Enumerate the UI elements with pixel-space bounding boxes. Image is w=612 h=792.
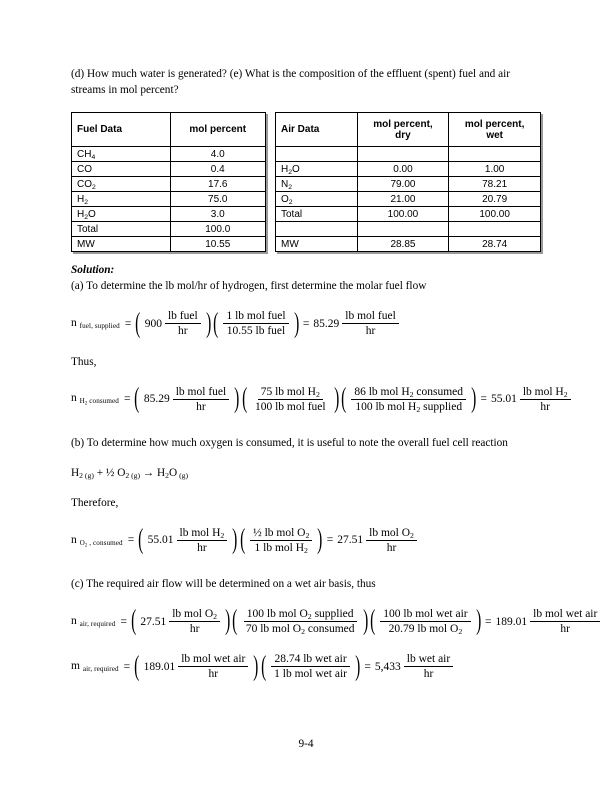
term-body <box>248 386 333 413</box>
equation-air-required <box>71 605 598 637</box>
solution-heading: Solution: <box>71 264 115 277</box>
fraction-denominator: hr <box>178 325 188 338</box>
air-row-dry: 21.00 <box>357 192 449 207</box>
air-row-dry <box>357 222 449 237</box>
fraction-denominator: hr <box>423 668 434 681</box>
thus-label: Thus, <box>71 355 97 368</box>
fuel-row-value: 0.4 <box>170 162 266 177</box>
fuel-table-body <box>72 147 266 252</box>
term-body <box>142 310 205 337</box>
term-body <box>267 653 354 680</box>
fraction-numerator: lb wet air <box>404 653 453 667</box>
term-body <box>347 386 470 413</box>
fraction <box>252 386 329 413</box>
air-row-wet: 100.00 <box>449 207 541 222</box>
fuel-row-value: 100.0 <box>170 222 266 237</box>
paren-right: ) <box>355 650 361 682</box>
table-row <box>72 237 266 252</box>
term-body <box>145 527 232 554</box>
fraction-denominator: 1 lb mol $H_2$ <box>254 541 308 556</box>
fuel-row-label: MW <box>72 237 171 252</box>
fraction-numerator: 100 lb mol wet air <box>380 608 470 622</box>
fuel-row-label: $H_2$ <box>72 192 171 207</box>
fraction <box>177 527 228 554</box>
table-row <box>276 162 541 177</box>
fraction <box>173 386 229 413</box>
fraction-numerator: 100 lb mol $O_2$ supplied <box>244 608 357 622</box>
paren-left: ( <box>260 650 267 682</box>
table-row <box>72 222 266 237</box>
fraction <box>271 653 350 680</box>
fuel-row-label: $CO_2$ <box>72 177 171 192</box>
result-units-fraction <box>342 310 398 337</box>
equation-symbol: n fuel, supplied <box>71 317 120 331</box>
table-row <box>72 207 266 222</box>
fraction <box>169 608 220 635</box>
result-scalar: 27.51 <box>337 534 364 547</box>
fraction-numerator: lb mol fuel <box>173 386 229 400</box>
fuel-row-label: $H_2O$ <box>72 207 171 222</box>
equals-sign: = <box>326 534 334 547</box>
fraction-denominator: hr <box>208 668 219 681</box>
page-number: 9-4 <box>298 738 314 750</box>
fraction-numerator: lb mol fuel <box>342 310 398 324</box>
fraction <box>165 310 201 337</box>
parenthesized-term <box>231 605 368 637</box>
air-header-dry-line1: mol percent, <box>373 118 433 130</box>
air-row-label <box>276 147 358 162</box>
fuel-row-label: Total <box>72 222 171 237</box>
paren-right: ) <box>333 382 339 414</box>
fuel-row-label: CO <box>72 162 171 177</box>
equals-sign: = <box>127 534 135 547</box>
table-row <box>72 192 266 207</box>
fraction-denominator: hr <box>540 400 550 413</box>
equals-sign: = <box>480 393 487 406</box>
term-body <box>376 608 474 635</box>
equation-h2-consumed <box>71 382 568 414</box>
question-intro: (d) How much water is generated? (e) What is the composition of the effluent (spent) fuel and air streams in mol percent? <box>71 68 511 97</box>
equals-sign: = <box>123 393 131 406</box>
air-data-table <box>275 112 541 252</box>
table-row <box>276 177 541 192</box>
table-row <box>72 162 266 177</box>
result-scalar: 85.29 <box>313 317 340 330</box>
fraction-numerator: lb mol wet air <box>530 608 600 622</box>
fraction <box>351 386 466 413</box>
term-body <box>239 608 362 635</box>
term-scalar: 189.01 <box>143 660 176 673</box>
fuel-cell-reaction: $H_{2 (g)}$ + ½ $O_{2 (g)} \to H_2O$ $_{(g)}$ <box>71 466 189 480</box>
parenthesized-term <box>137 524 238 556</box>
equation-o2-consumed <box>71 524 541 556</box>
air-row-wet <box>449 222 541 237</box>
air-table-body <box>276 147 541 252</box>
fraction-denominator: 70 lb mol $O_2$ consumed <box>245 623 355 637</box>
table-row <box>276 147 541 162</box>
fraction-numerator: 28.74 lb wet air <box>271 653 349 667</box>
result-units-fraction <box>530 608 600 635</box>
fraction-numerator: 75 lb mol $H_2$ <box>258 386 323 400</box>
term-scalar: 900 <box>144 317 162 330</box>
therefore-label: Therefore, <box>71 496 119 509</box>
result-units-fraction <box>404 653 453 680</box>
fraction-numerator: lb mol $O_2$ <box>169 608 220 622</box>
air-row-dry: 79.00 <box>357 177 449 192</box>
parenthesized-term <box>369 605 482 637</box>
fraction <box>243 608 358 635</box>
paren-right: ) <box>475 605 481 637</box>
equation-symbol: n air, required <box>71 614 116 628</box>
air-row-label <box>276 222 358 237</box>
equals-sign: = <box>123 660 131 673</box>
equation-symbol: n $H_2$ consumed <box>71 392 119 407</box>
equals-sign: = <box>124 317 132 330</box>
term-body <box>141 386 233 413</box>
fraction-numerator: lb mol $H_2$ <box>520 386 571 400</box>
air-row-dry <box>357 147 449 162</box>
term-body <box>141 653 253 680</box>
air-table-header-dry <box>357 113 449 147</box>
fuel-row-value: 4.0 <box>170 147 266 162</box>
fuel-row-value: 17.6 <box>170 177 266 192</box>
paren-left: ( <box>134 650 140 682</box>
result-scalar: 5,433 <box>374 660 401 673</box>
fraction-numerator: lb mol wet air <box>178 653 248 667</box>
fraction-numerator: lb mol $O_2$ <box>366 527 417 541</box>
paren-left: ( <box>232 605 238 637</box>
parenthesized-term <box>134 307 212 339</box>
fraction <box>178 653 248 680</box>
term-scalar: 85.29 <box>143 393 170 406</box>
table-row <box>72 177 266 192</box>
parenthesized-term <box>133 382 240 414</box>
fuel-row-value: 75.0 <box>170 192 266 207</box>
paren-right: ) <box>253 650 259 682</box>
parenthesized-term <box>212 307 300 339</box>
paren-right: ) <box>232 524 238 556</box>
equation-symbol: m air, required <box>71 659 119 673</box>
air-row-wet: 78.21 <box>449 177 541 192</box>
parenthesized-term <box>241 382 340 414</box>
air-row-wet <box>449 147 541 162</box>
paren-left: ( <box>138 524 144 556</box>
table-row <box>276 207 541 222</box>
term-scalar: 55.01 <box>147 534 174 547</box>
air-header-wet-line2: wet <box>486 129 503 141</box>
equation-symbol: n $O_2$ , consumed <box>71 533 123 549</box>
fraction-denominator: 100 lb mol fuel <box>254 400 326 413</box>
air-header-dry-line2: dry <box>395 129 411 141</box>
paren-right: ) <box>362 605 368 637</box>
fuel-table-header-label: Fuel Data <box>72 113 171 147</box>
term-body <box>137 608 224 635</box>
table-row <box>276 237 541 252</box>
term-body <box>219 310 292 337</box>
paren-right: ) <box>225 605 231 637</box>
air-row-wet: 20.79 <box>449 192 541 207</box>
paren-left: ( <box>370 605 376 637</box>
fraction-denominator: 100 lb mol $H_2$ supplied <box>355 400 463 414</box>
paren-right: ) <box>317 524 323 556</box>
paren-right: ) <box>234 382 240 414</box>
paren-left: ( <box>341 382 347 414</box>
fraction-numerator: 1 lb mol fuel <box>223 310 288 324</box>
paren-left: ( <box>239 524 245 556</box>
fraction-denominator: hr <box>560 623 571 636</box>
term-body <box>246 527 316 554</box>
fuel-data-table <box>71 112 266 252</box>
air-row-label: $H_2O$ <box>276 162 358 177</box>
fraction-denominator: hr <box>386 541 397 554</box>
fraction <box>380 608 470 635</box>
page-footer <box>0 738 612 750</box>
air-table-header-wet <box>449 113 541 147</box>
air-row-wet: 1.00 <box>449 162 541 177</box>
air-header-wet-line1: mol percent, <box>464 118 525 130</box>
equation-mass-air-required <box>71 650 541 682</box>
equals-sign: = <box>364 660 371 673</box>
page-content <box>71 66 598 682</box>
air-row-dry: 100.00 <box>357 207 449 222</box>
fraction-denominator: 10.55 lb fuel <box>226 325 286 338</box>
fraction-denominator: hr <box>189 623 200 636</box>
fraction-denominator: hr <box>196 400 206 413</box>
paren-right: ) <box>293 307 299 339</box>
tables-region <box>71 112 541 262</box>
air-row-label: Total <box>276 207 358 222</box>
fraction <box>250 527 312 554</box>
step-a-text: (a) To determine the lb mol/hr of hydrogen, first determine the molar fuel flow <box>71 280 427 293</box>
air-table-header-row <box>276 113 541 147</box>
paren-left: ( <box>241 382 247 414</box>
paren-right: ) <box>205 307 211 339</box>
result-units-fraction <box>366 527 417 554</box>
parenthesized-term <box>260 650 362 682</box>
table-row <box>276 222 541 237</box>
fuel-row-label: $CH_4$ <box>72 147 171 162</box>
equals-sign: = <box>302 317 310 330</box>
fraction-numerator: 86 lb mol $H_2$ consumed <box>351 386 466 400</box>
fraction <box>223 310 288 337</box>
equation-fuel-supplied <box>71 307 541 339</box>
fraction-denominator: 20.79 lb mol $O_2$ <box>388 623 463 637</box>
paren-left: ( <box>131 605 137 637</box>
table-row <box>72 147 266 162</box>
air-row-label: $N_2$ <box>276 177 358 192</box>
fuel-table-header-row <box>72 113 266 147</box>
equals-sign: = <box>120 615 127 628</box>
air-row-dry: 28.85 <box>357 237 449 252</box>
fraction-denominator: hr <box>365 325 376 338</box>
air-row-label: $O_2$ <box>276 192 358 207</box>
parenthesized-term <box>130 605 231 637</box>
paren-left: ( <box>213 307 219 339</box>
paren-left: ( <box>135 307 141 339</box>
air-table-header-label: Air Data <box>276 113 358 147</box>
fuel-table-header-molpercent: mol percent <box>170 113 266 147</box>
air-row-label: MW <box>276 237 358 252</box>
parenthesized-term <box>340 382 477 414</box>
fraction-numerator: lb fuel <box>165 310 201 324</box>
air-row-dry: 0.00 <box>357 162 449 177</box>
fuel-row-value: 3.0 <box>170 207 266 222</box>
equals-sign: = <box>485 615 492 628</box>
fuel-row-value: 10.55 <box>170 237 266 252</box>
fraction-numerator: ½ lb mol $O_2$ <box>250 527 312 541</box>
step-b-text: (b) To determine how much oxygen is consumed, it is useful to note the overall fuel cell reaction <box>71 436 508 449</box>
result-units-fraction <box>520 386 571 413</box>
parenthesized-term <box>133 650 260 682</box>
term-scalar: 27.51 <box>140 615 167 628</box>
result-scalar: 189.01 <box>495 615 528 628</box>
fraction-denominator: 1 lb mol wet air <box>274 668 347 681</box>
fraction-denominator: hr <box>197 541 207 554</box>
result-scalar: 55.01 <box>490 393 517 406</box>
fraction-numerator: lb mol $H_2$ <box>177 527 228 541</box>
table-row <box>276 192 541 207</box>
parenthesized-term <box>239 524 324 556</box>
paren-right: ) <box>471 382 477 414</box>
paren-left: ( <box>134 382 140 414</box>
air-row-wet: 28.74 <box>449 237 541 252</box>
step-c-text: (c) The required air flow will be determined on a wet air basis, thus <box>71 577 376 590</box>
